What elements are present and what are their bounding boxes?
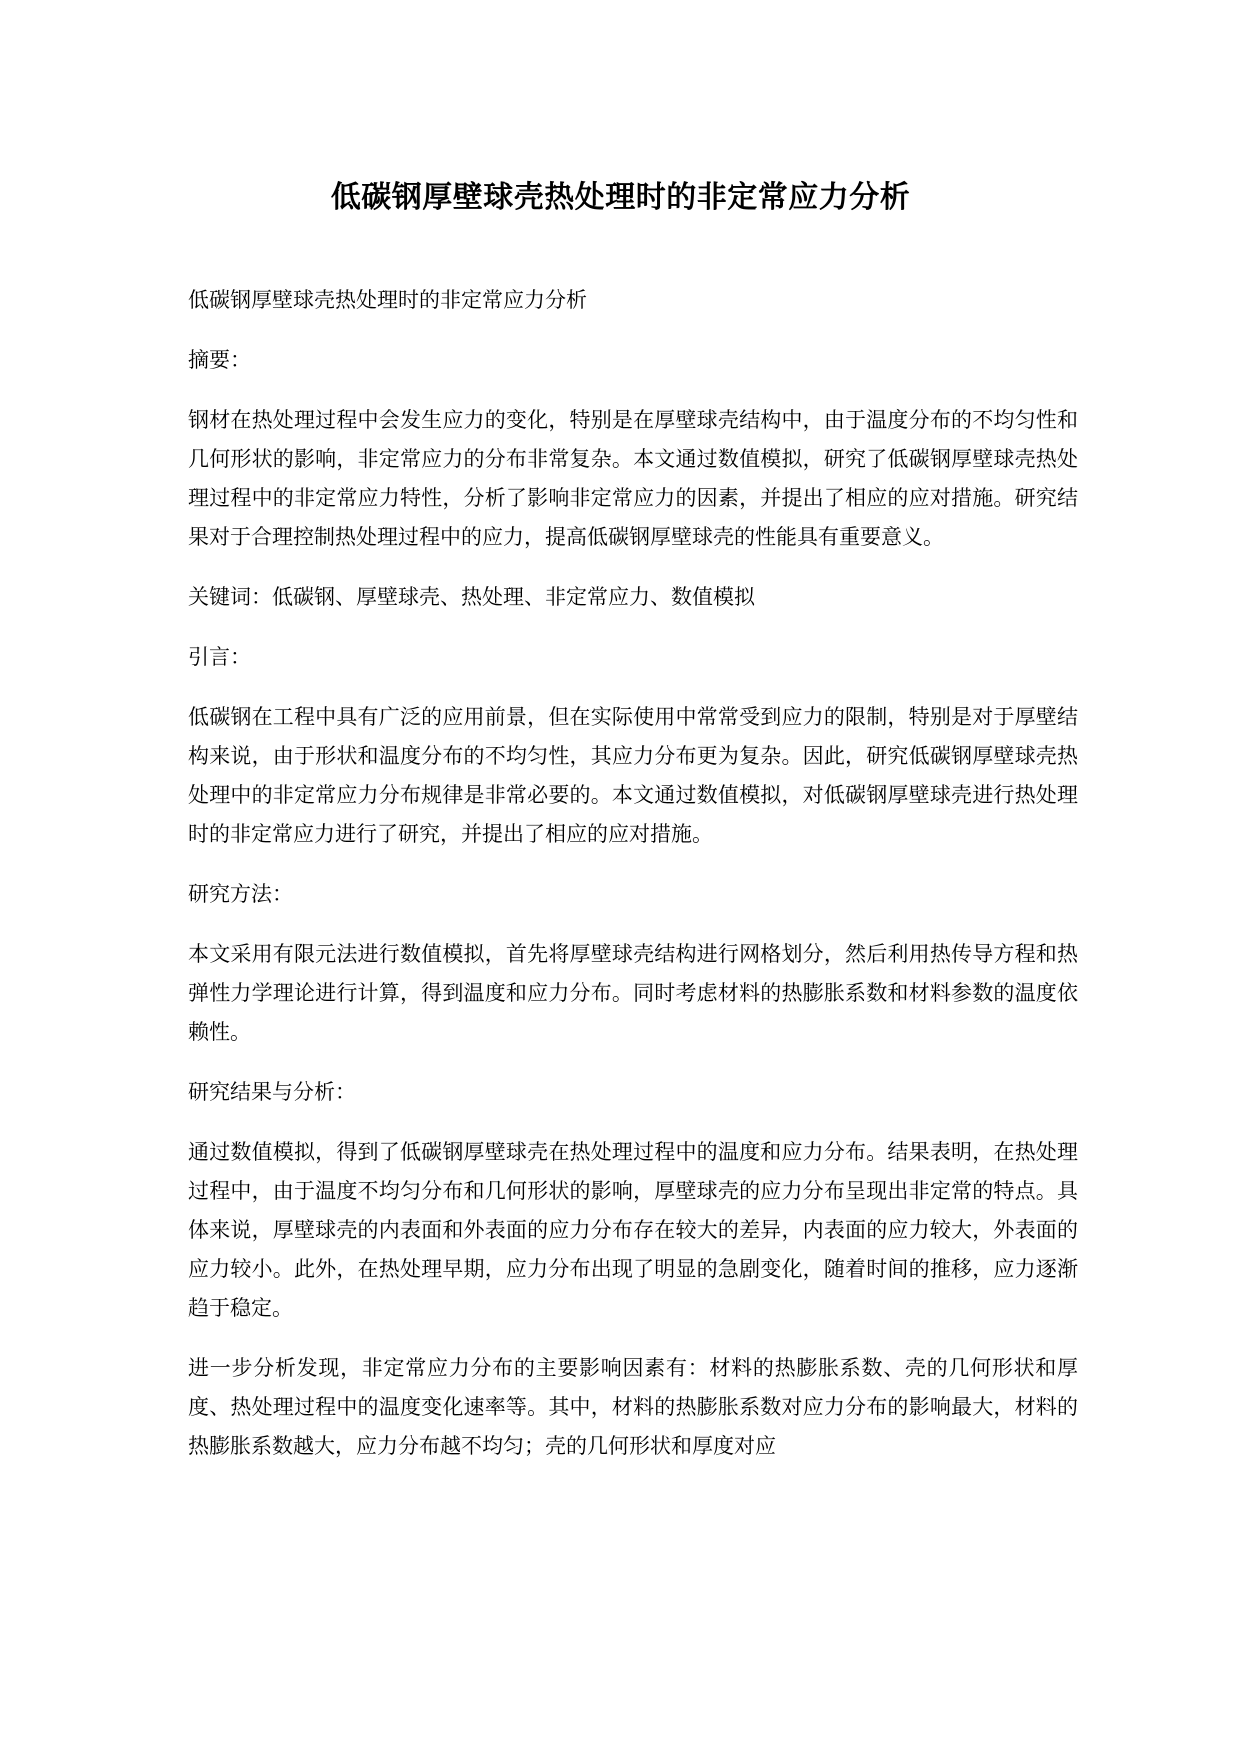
abstract-paragraph: 钢材在热处理过程中会发生应力的变化，特别是在厚壁球壳结构中，由于温度分布的不均匀性和几何形状的影响，非定常应力的分布非常复杂。本文通过数值模拟，研究了低碳钢厚壁球壳热处理过程中的非定常应力特性，分析了影响非定常应力的因素，并提出了相应的应对措施。研究结果对于合理控制热处理过程中的应力，提高低碳钢厚壁球壳的性能具有重要意义。 (188, 408, 1078, 549)
results-heading: 研究结果与分析： (188, 1080, 356, 1104)
abstract-heading: 摘要： (188, 348, 251, 372)
method-paragraph: 本文采用有限元法进行数值模拟，首先将厚壁球壳结构进行网格划分，然后利用热传导方程和热弹性力学理论进行计算，得到温度和应力分布。同时考虑材料的热膨胀系数和材料参数的温度依赖性。 (188, 942, 1078, 1044)
results-paragraph-2: 进一步分析发现，非定常应力分布的主要影响因素有：材料的热膨胀系数、壳的几何形状和厚度、热处理过程中的温度变化速率等。其中，材料的热膨胀系数对应力分布的影响最大，材料的热膨胀系数越大，应力分布越不均匀；壳的几何形状和厚度对应 (188, 1356, 1078, 1458)
document-body (188, 281, 1078, 1487)
intro-paragraph: 低碳钢在工程中具有广泛的应用前景，但在实际使用中常常受到应力的限制，特别是对于厚壁结构来说，由于形状和温度分布的不均匀性，其应力分布更为复杂。因此，研究低碳钢厚壁球壳热处理中的非定常应力分布规律是非常必要的。本文通过数值模拟，对低碳钢厚壁球壳进行热处理时的非定常应力进行了研究，并提出了相应的应对措施。 (188, 705, 1078, 846)
intro-heading: 引言： (188, 645, 251, 669)
document-subtitle: 低碳钢厚壁球壳热处理时的非定常应力分析 (188, 288, 587, 312)
document-title: 低碳钢厚壁球壳热处理时的非定常应力分析 (330, 180, 911, 215)
results-paragraph-1: 通过数值模拟，得到了低碳钢厚壁球壳在热处理过程中的温度和应力分布。结果表明，在热处理过程中，由于温度不均匀分布和几何形状的影响，厚壁球壳的应力分布呈现出非定常的特点。具体来说，厚壁球壳的内表面和外表面的应力分布存在较大的差异，内表面的应力较大，外表面的应力较小。此外，在热处理早期，应力分布出现了明显的急剧变化，随着时间的推移，应力逐渐趋于稳定。 (188, 1140, 1078, 1320)
method-heading: 研究方法： (188, 882, 293, 906)
keywords-line: 关键词：低碳钢、厚壁球壳、热处理、非定常应力、数值模拟 (188, 585, 755, 609)
